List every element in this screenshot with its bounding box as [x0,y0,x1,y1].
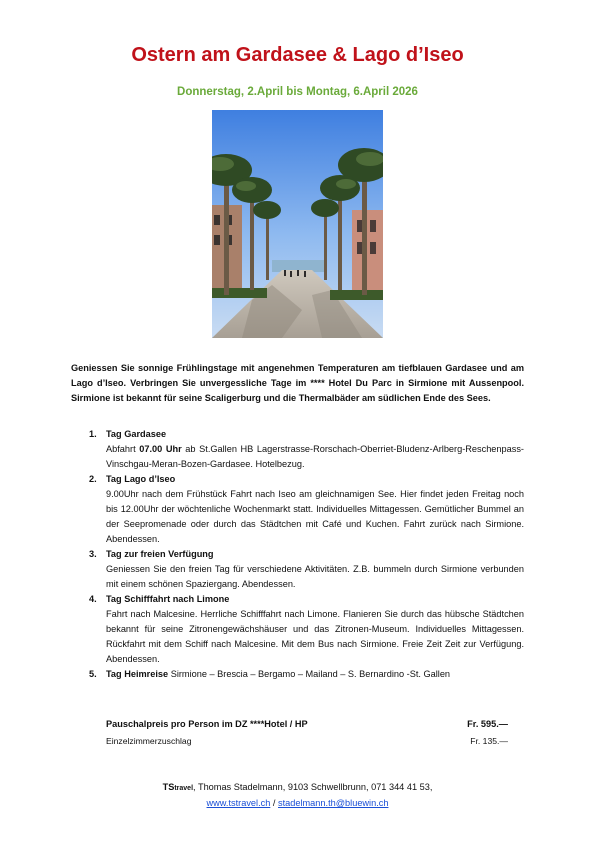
day-number: 5. [89,669,97,679]
itinerary-list [71,427,524,682]
brand-name: TStravel [162,782,194,792]
contact-details: , Thomas Stadelmann, 9103 Schwellbrunn, 071 344 41 53, [193,782,433,792]
link-separator: / [270,798,279,808]
itinerary-day-2 [71,472,524,547]
day-description: 9.00Uhr nach dem Frühstück Fahrt nach Iseo am gleichnamigen See. Hier findet jeden Freitag noch bis 12.00Uhr der wöchtenliche Wochenmarkt statt. Individuelles Mittagessen. Gemütlicher Bummel an der Seepromenade oder durch das Städtchen mit Café und Kuchen. Fahrt zurück nach Sirmione. Abendessen. [106,489,524,544]
itinerary-day-4 [71,592,524,667]
email-link[interactable]: stadelmann.th@bluewin.ch [278,798,389,808]
day-number: 2. [89,474,97,484]
departure-time: 07.00 Uhr [139,444,182,454]
single-room-value: Fr. 135.— [470,736,508,746]
package-price-value: Fr. 595.— [467,719,508,729]
footer-contact [0,780,595,810]
day-title: Tag Gardasee [106,429,167,439]
date-range: Donnerstag, 2.April bis Montag, 6.April 2026 [177,86,418,98]
day-title: Tag Heimreise [106,669,169,679]
day-title: Tag Lago d’Iseo [106,474,176,484]
day-title: Tag Schifffahrt nach Limone [106,594,230,604]
intro-paragraph: Geniessen Sie sonnige Frühlingstage mit angenehmen Temperaturen am tiefblauen Gardasee und am Lago d’Iseo. Verbringen Sie unvergessliche Tage im **** Hotel Du Parc in Sirmione mit Aussenpool. Sirmione ist bekannt für seine Scaligerburg und die Thermalbäder am südlichen Ende des Sees. [71,363,524,403]
itinerary-day-3 [71,547,524,592]
brand-suffix: travel [174,785,194,792]
footer-links-line [0,796,595,810]
day-number: 3. [89,549,97,559]
footer-address-line [0,780,595,796]
day-description: Geniessen Sie den freien Tag für verschiedene Aktivitäten. Z.B. bummeln durch Sirmione verbunden mit einem schönen Spaziergang. Abendessen. [106,564,524,589]
single-room-label: Einzelzimmerzuschlag [106,736,192,746]
website-link[interactable]: www.tstravel.ch [206,798,271,808]
day-title: Tag zur freien Verfügung [106,549,214,559]
day-description: Fahrt nach Malcesine. Herrliche Schifffahrt nach Limone. Flanieren Sie durch das hübsche Städtchen bekannt für seine Zitronengewächshäuser und das Zitronen-Museum. Individuelles Mittagessen. Rückfahrt mit dem Schiff nach Malcesine. Mit dem Bus nach Sirmione. Freie Zeit Zeit zur Verfügung. Abendessen. [106,609,524,664]
day-description [106,442,524,472]
day-number: 1. [89,429,97,439]
departure-route: ab St.Gallen HB Lagerstrasse-Rorschach-Oberriet-Bludenz-Arlberg-Reschenpass-Vinschgau-Meran-Bozen-Gardasee. Hotelbezug. [106,444,524,469]
document-title: Ostern am Gardasee & Lago d’Iseo [131,44,464,66]
itinerary-day-5 [71,667,524,682]
departure-prefix: Abfahrt [106,444,140,454]
day-number: 4. [89,594,97,604]
day-description: Sirmione – Brescia – Bergamo – Mailand – S. Bernardino -St. Gallen [170,669,451,679]
itinerary-day-1 [71,427,524,472]
package-price-label: Pauschalpreis pro Person im DZ ****Hotel / HP [106,719,308,729]
photo-palm-promenade [212,110,383,338]
